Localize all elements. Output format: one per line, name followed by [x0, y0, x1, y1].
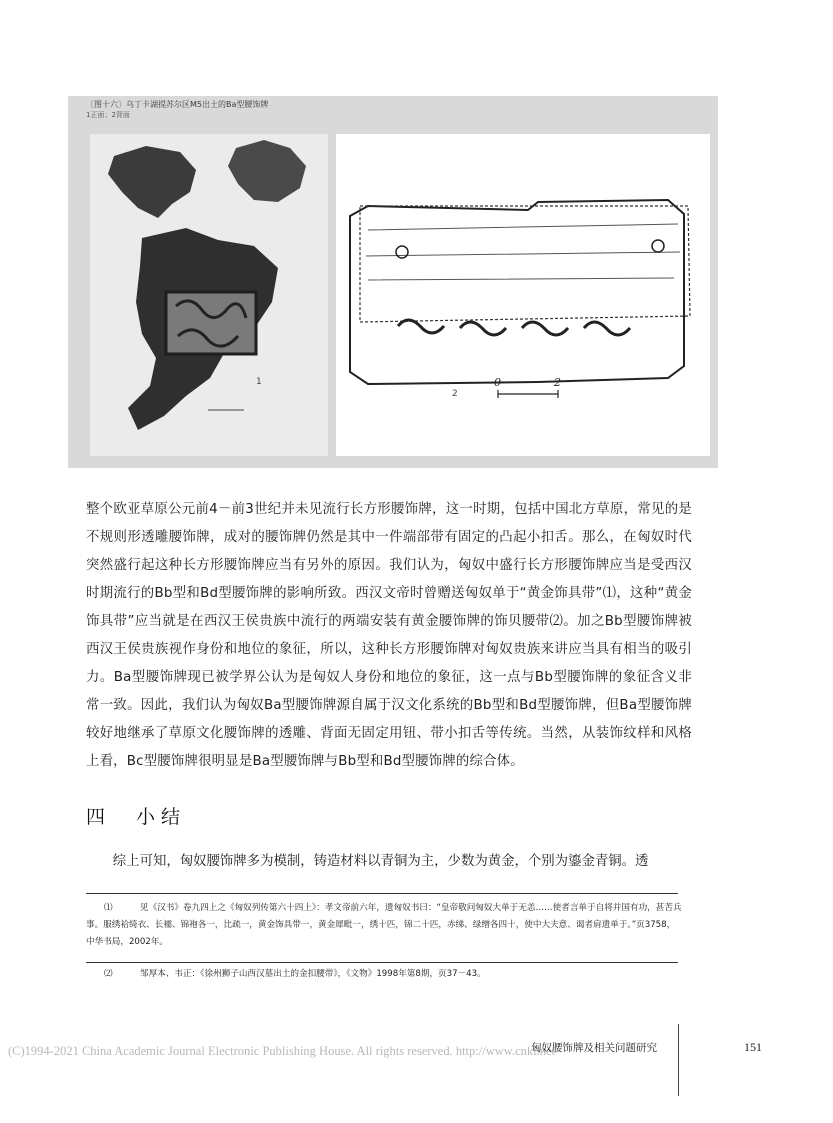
footnote-1-mark: ⑴ [104, 903, 113, 913]
body-text [86, 496, 692, 776]
footnote-1 [86, 900, 682, 951]
footnote-rule-top [86, 893, 678, 894]
figure-artwork [68, 96, 718, 468]
figure-caption [86, 100, 268, 120]
section-text: 综上可知，匈奴腰饰牌多为模制，铸造材料以青铜为主，少数为黄金，个别为鎏金青铜。透 [112, 854, 649, 869]
scale-tick-2: 2 [554, 376, 561, 389]
section-heading: 四 小结 [86, 806, 187, 828]
figure-16 [68, 96, 718, 468]
footnote-rule-middle [86, 962, 678, 963]
running-head: 匈奴腰饰牌及相关问题研究 [531, 1042, 657, 1054]
page-number: 151 [744, 1040, 762, 1054]
figure-caption-subtitle: 1正面；2背面 [86, 111, 130, 119]
figure-caption-title: 〔图十六〕乌丁卡湖提苏尔区M5出土的Ba型腰饰牌 [86, 100, 269, 109]
footnote-2-text: 邹厚本、韦正：《徐州狮子山西汉墓出土的金扣腰带》，《文物》1998年第8期，页37－43。 [140, 969, 486, 979]
footnote-2 [86, 966, 682, 983]
scale-tick-0: 0 [494, 376, 501, 389]
copyright-watermark: (C)1994-2021 China Academic Journal Electronic Publishing House. All rights reserved. http://www.cnki.net [8, 1044, 556, 1058]
panel2-label: 2 [452, 389, 458, 399]
drawing-panel-background [336, 134, 710, 456]
footnote-1-text: 见《汉书》卷九四上之《匈奴列传第六十四上》：孝文帝前六年，遗匈奴书曰：“皇帝敬问匈奴大单于无恙……使者言单于自将并国有功，甚苦兵事。服绣袷绮衣、长襦、锦袍各一，比疏一，黄金饰具带一，黄金犀毗一，绣十匹，锦二十匹，赤绨、绿缯各四十，使中大夫意、谒者肩遗单于。”页3758，中华书局，2002年。 [86, 903, 682, 947]
belt-plaque-front [166, 292, 256, 354]
footer-vertical-rule [678, 1024, 679, 1096]
panel1-label: 1 [256, 377, 262, 387]
footnote-2-mark: ⑵ [104, 969, 113, 979]
paragraph: 整个欧亚草原公元前4－前3世纪并未见流行长方形腰饰牌，这一时期，包括中国北方草原，常见的是不规则形透雕腰饰牌，成对的腰饰牌仍然是其中一件端部带有固定的凸起小扣舌。那么，在匈奴时代突然盛行起这种长方形腰饰牌应当有另外的原因。我们认为，匈奴中盛行长方形腰饰牌应当是受西汉时期流行的Bb型和Bd型腰饰牌的影响所致。西汉文帝时曾赠送匈奴单于“黄金饰具带”⑴，这种“黄金饰具带”应当就是在西汉王侯贵族中流行的两端安装有黄金腰饰牌的饰贝腰带⑵。加之Bb型腰饰牌被西汉王侯贵族视作身份和地位的象征，所以，这种长方形腰饰牌对匈奴贵族来讲应当具有相当的吸引力。Ba型腰饰牌现已被学界公认为是匈奴人身份和地位的象征，这一点与Bb型腰饰牌的象征含义非常一致。因此，我们认为匈奴Ba型腰饰牌源自属于汉文化系统的Bb型和Bd型腰饰牌，但Ba型腰饰牌较好地继承了草原文化腰饰牌的透雕、背面无固定用钮、带小扣舌等传统。当然，从装饰纹样和风格上看，Bc型腰饰牌很明显是Ba型腰饰牌与Bb型和Bd型腰饰牌的综合体。 [86, 502, 692, 769]
